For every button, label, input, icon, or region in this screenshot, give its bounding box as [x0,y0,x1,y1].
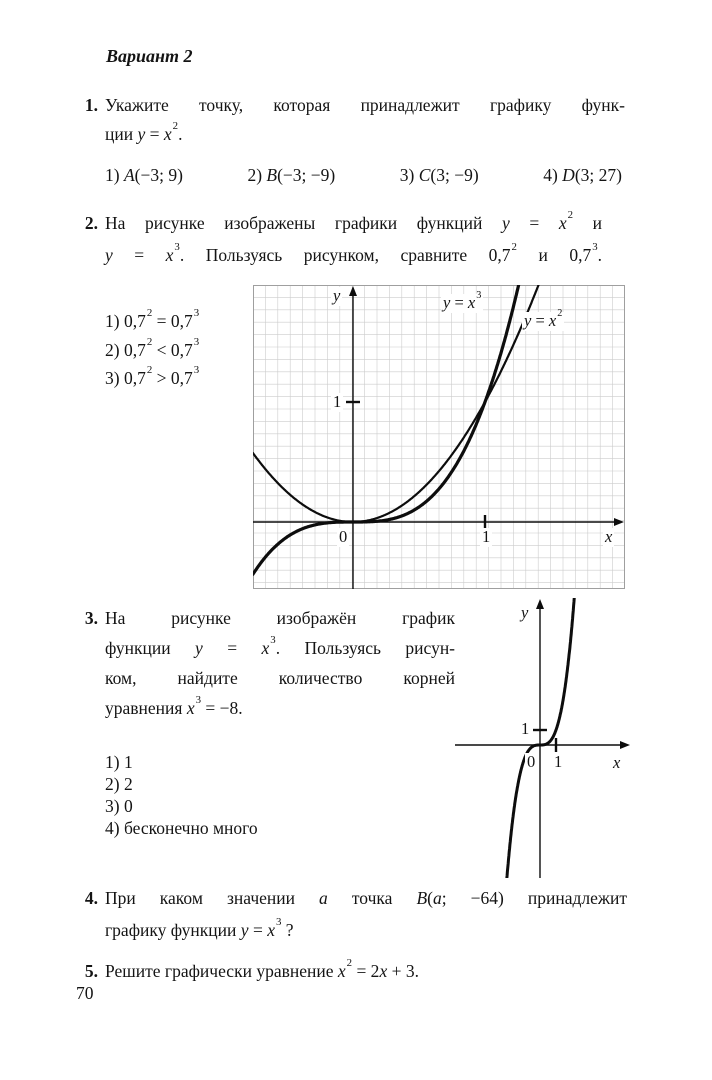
problem-2-option-2: 2) $0,7^2 < 0,7^3$ [105,336,200,360]
problem-3-option-3: 3) 0 [105,796,133,816]
problem-3-line-3: ком, найдите количество корней [105,668,455,688]
problem-2-line-2: $y = x^3$. Пользуясь рисунком, сравните $0,7^2$ и $0,7^3$. [105,241,602,265]
y-axis-unit-label: 1 [521,719,530,738]
page-number: 70 [76,983,94,1003]
problem-2-option-1: 1) $0,7^2 = 0,7^3$ [105,307,200,331]
curve-label-square: $y = x^2$ [524,307,563,330]
problem-1-line-2: ции $y = x^2$. [105,120,183,144]
x-axis-unit-label: 1 [482,527,491,546]
x-axis-unit-label: 1 [554,752,563,771]
option-b: 2) B(−3; −9) [247,165,336,185]
problem-4-line-1: При каком значении a точка B(a; −64) принадлежит [105,888,628,908]
graph-canvas-fig2 [455,598,631,878]
problem-2-number: 2. [84,213,98,233]
option-c: 3) C(3; −9) [399,165,479,185]
figure-parabola-and-cubic [253,285,625,589]
problem-4-line-2: графику функции $y = x^3$ ? [105,916,294,940]
problem-3-option-1: 1) 1 [105,752,133,772]
problem-3-line-4: уравнения $x^3 = -8$. [105,694,243,718]
problem-1-line-1: Укажите точку, которая принадлежит графику функ- [105,95,625,115]
option-a: 1) A(−3; 9) [105,165,183,185]
figure-cubic [455,598,631,878]
x-axis-label: x [605,527,613,546]
x-axis-label: x [613,753,621,772]
problem-3-option-2: 2) 2 [105,774,133,794]
problem-3-option-4: 4) бесконечно много [105,818,258,838]
y-axis-label: y [333,286,341,305]
y-axis-unit-label: 1 [333,392,342,411]
problem-3-number: 3. [84,608,98,628]
y-axis-label: y [521,603,529,622]
origin-label: 0 [339,527,348,546]
problem-3-line-2: функции $y = x^3$. Пользуясь рисун- [105,634,456,658]
problem-5-number: 5. [84,961,98,981]
curve-label-cubic: $y = x^3$ [443,289,482,312]
problem-4-number: 4. [84,888,98,908]
problem-1-options [105,165,622,186]
option-d: 4) D(3; 27) [543,165,622,185]
problem-3-line-1: На рисунке изображён график [105,608,455,628]
graph-canvas-fig1 [253,285,625,589]
problem-2-option-3: 3) $0,7^2 > 0,7^3$ [105,364,200,388]
problem-1-number: 1. [84,95,98,115]
variant-title: Вариант 2 [106,46,193,66]
problem-2-line-1: На рисунке изображены графики функций $y = x^2$ и [105,209,602,233]
origin-label: 0 [527,752,536,771]
problem-5-line-1: Решите графически уравнение $x^2 = 2x + 3$. [105,957,419,981]
